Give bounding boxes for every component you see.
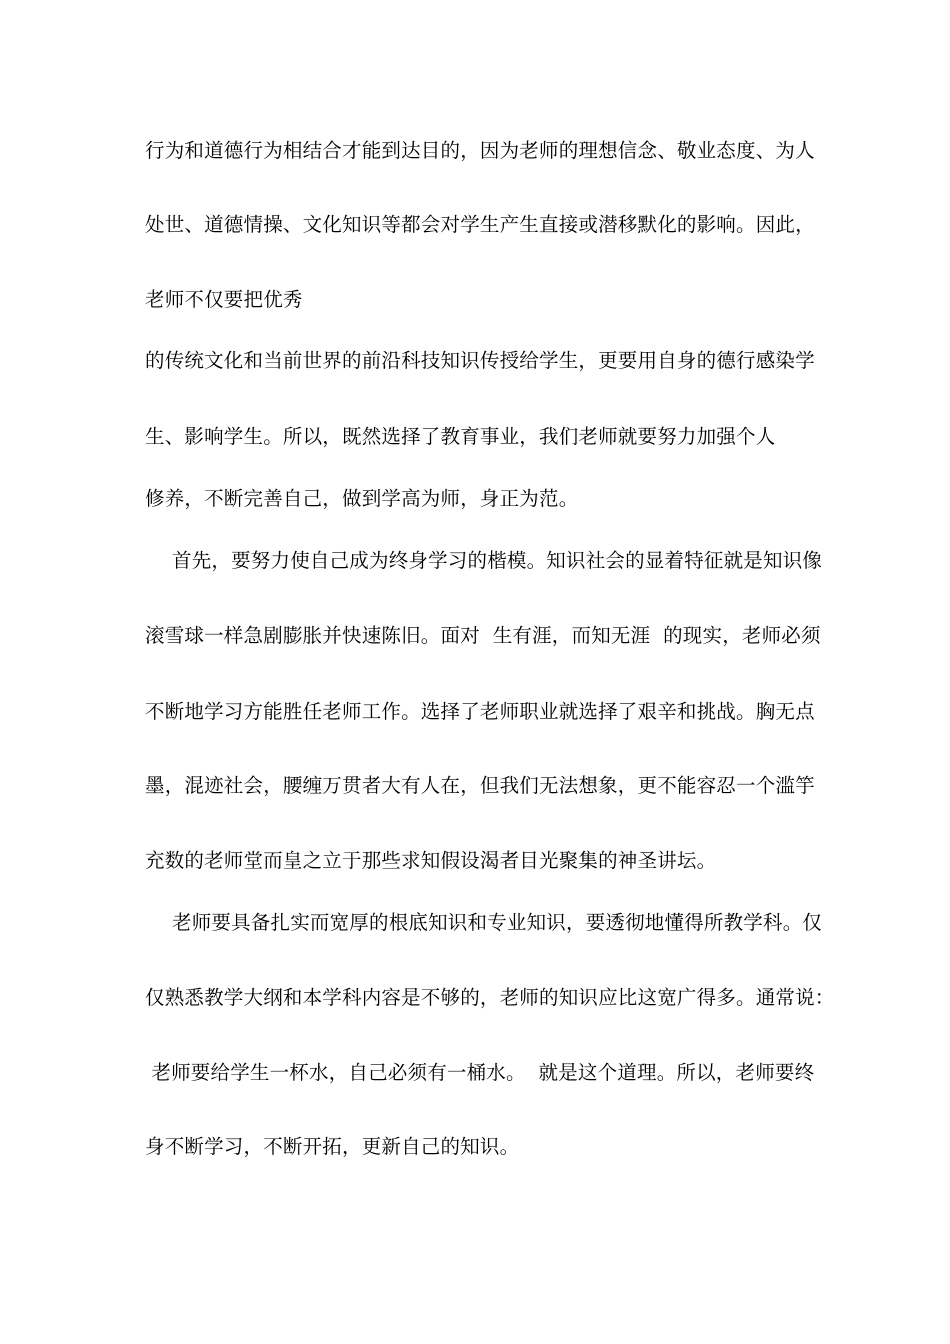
text-line-1: 行为和道德行为相结合才能到达目的，因为老师的理想信念、敬业态度、为人 [145,139,815,162]
text-line-11: 充数的老师堂而皇之立于那些求知假设渴者目光聚集的神圣讲坛。 [145,849,717,872]
text-line-10: 墨，混迹社会，腰缠万贯者大有人在，但我们无法想象，更不能容忍一个滥竽 [145,774,815,797]
text-line-14: 老师要给学生一杯水，自己必须有一桶水。 就是这个道理。所以，老师要终 [145,1061,815,1084]
paragraph-start-line: 首先，要努力使自己成为终身学习的楷模。知识社会的显着特征就是知识像 [172,549,823,572]
text-line-6: 修养，不断完善自己，做到学高为师，身正为范。 [145,487,579,510]
text-line-4: 的传统文化和当前世界的前沿科技知识传授给学生，更要用自身的德行感染学 [145,349,815,372]
text-line-8: 滚雪球一样急剧膨胀并快速陈旧。面对 生有涯，而知无涯 的现实，老师必须 [145,624,821,647]
text-line-13: 仅熟悉教学大纲和本学科内容是不够的，老师的知识应比这宽广得多。通常说： [145,986,835,1009]
paragraph-start-line: 老师要具备扎实而宽厚的根底知识和专业知识，要透彻地懂得所教学科。仅 [172,911,823,934]
text-line-9: 不断地学习方能胜任老师工作。选择了老师职业就选择了艰辛和挑战。胸无点 [145,700,815,723]
text-line-2: 处世、道德情操、文化知识等都会对学生产生直接或潜移默化的影响。因此， [145,213,815,236]
text-line-5: 生、影响学生。所以，既然选择了教育事业，我们老师就要努力加强个人 [145,425,776,448]
text-line-15: 身不断学习，不断开拓，更新自己的知识。 [145,1135,520,1158]
text-line-3: 老师不仅要把优秀 [145,288,303,311]
